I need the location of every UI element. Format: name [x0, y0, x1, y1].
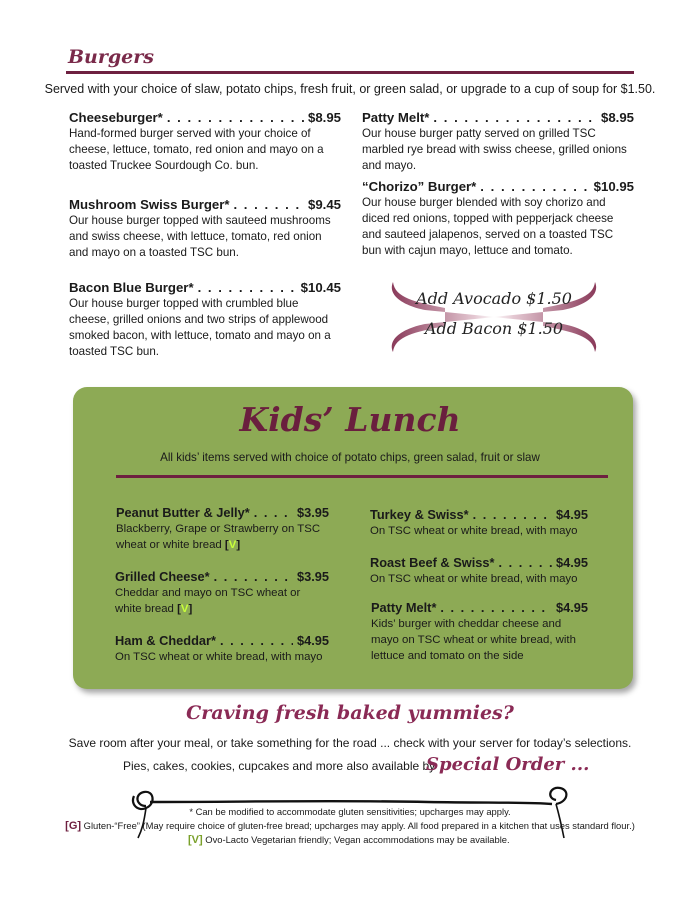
burgers-heading: Burgers [68, 46, 154, 68]
menu-item-cheeseburger [69, 109, 341, 174]
special-order-label: Special Order ... [426, 754, 590, 775]
item-price: $4.95 [555, 600, 588, 615]
kids-subtitle: All kids’ items served with choice of potato chips, green salad, fruit or slaw [160, 451, 540, 464]
item-description: Our house burger topped with sauteed mushrooms and swiss cheese, with lettuce, tomato, red onion and mayo on a toasted TSC bun. [69, 214, 331, 259]
item-description: On TSC wheat or white bread, with mayo [115, 651, 323, 663]
item-name: Patty Melt* [371, 600, 437, 615]
item-price: $3.95 [296, 569, 329, 584]
item-description: Kids’ burger with cheddar cheese and mayo on TSC wheat or white bread, with lettuce and tomato on the side [371, 618, 576, 662]
menu-item-bacon-blue-burger [69, 279, 341, 360]
kids-divider [116, 475, 608, 478]
kids-item-ham-cheddar [115, 632, 329, 665]
item-description: Our house burger topped with crumbled blue cheese, grilled onions and two strips of applewood smoked bacon, with lettuce, tomato and mayo on a toasted TSC bun. [69, 297, 331, 358]
note-gluten-free: [G] Gluten-“Free” (May require choice of gluten-free bread; upcharges may apply. All food prepared in a kitchen that uses standard flour.) [65, 820, 635, 832]
item-description: Blackberry, Grape or Strawberry on TSC wheat or white bread [V] [116, 523, 321, 551]
item-name: Grilled Cheese* [115, 569, 210, 584]
item-name: “Chorizo” Burger* [362, 179, 477, 194]
gluten-free-tag: [G] [65, 820, 82, 832]
leader-dots [433, 109, 597, 126]
item-description: On TSC wheat or white bread, with mayo [370, 573, 578, 585]
bakery-text: Save room after your meal, or take something for the road ... check with your server for today’s selections. [68, 736, 632, 750]
item-price: $8.95 [600, 110, 634, 125]
item-description: Our house burger patty served on grilled TSC marbled rye bread with swiss cheese, grilled onions and mayo. [362, 127, 627, 172]
item-name: Bacon Blue Burger* [69, 280, 194, 295]
burgers-divider [66, 71, 634, 74]
item-name: Ham & Cheddar* [115, 633, 216, 648]
item-name: Mushroom Swiss Burger* [69, 197, 230, 212]
leader-dots [254, 504, 293, 521]
kids-item-turkey-swiss [370, 506, 588, 539]
addons-banner [385, 276, 603, 358]
leader-dots [440, 599, 552, 616]
menu-item-chorizo-burger [362, 178, 634, 259]
vegetarian-tag: [V] [188, 834, 203, 846]
item-price: $4.95 [555, 555, 588, 570]
item-description: Cheddar and mayo on TSC wheat or white bread [V] [115, 587, 301, 615]
item-price: $10.45 [300, 280, 341, 295]
item-price: $9.45 [307, 197, 341, 212]
kids-item-grilled-cheese [115, 568, 329, 617]
burgers-subtitle: Served with your choice of slaw, potato chips, fresh fruit, or green salad, or upgrade to a cup of soup for $1.50. [44, 82, 656, 96]
kids-item-patty-melt [371, 599, 588, 664]
item-name: Turkey & Swiss* [370, 507, 469, 522]
leader-dots [233, 196, 304, 213]
leader-dots [480, 178, 589, 195]
addon-bacon: Add Bacon $1.50 [424, 319, 564, 338]
item-name: Peanut Butter & Jelly* [116, 505, 250, 520]
item-price: $10.95 [593, 179, 634, 194]
leader-dots [498, 554, 552, 571]
menu-item-mushroom-swiss-burger [69, 196, 341, 261]
kids-heading: Kids’ Lunch [239, 400, 461, 439]
leader-dots [220, 632, 293, 649]
leader-dots [473, 506, 552, 523]
bakery-special-order-text: Pies, cakes, cookies, cupcakes and more also available by [123, 759, 436, 773]
item-price: $4.95 [296, 633, 329, 648]
item-name: Patty Melt* [362, 110, 430, 125]
item-description: On TSC wheat or white bread, with mayo [370, 525, 578, 537]
addon-avocado: Add Avocado $1.50 [416, 289, 572, 308]
item-price: $4.95 [555, 507, 588, 522]
vegetarian-tag: [V] [224, 539, 241, 551]
vegetarian-tag: [V] [177, 603, 193, 615]
kids-item-roast-beef-swiss [370, 554, 588, 587]
item-price: $3.95 [296, 505, 329, 520]
leader-dots [198, 279, 297, 296]
item-name: Cheeseburger* [69, 110, 163, 125]
item-price: $8.95 [307, 110, 341, 125]
leader-dots [167, 109, 304, 126]
item-description: Hand-formed burger served with your choice of cheese, lettuce, tomato, red onion and mayo on a toasted Truckee Sourdough Co. bun. [69, 127, 324, 172]
bakery-headline: Craving fresh baked yummies? [186, 702, 514, 724]
leader-dots [214, 568, 293, 585]
note-vegetarian: [V] Ovo-Lacto Vegetarian friendly; Vegan accommodations may be available. [188, 834, 510, 846]
note-gluten-modifiable: * Can be modified to accommodate gluten sensitivities; upcharges may apply. [189, 806, 511, 817]
kids-item-pbj [116, 504, 329, 553]
item-name: Roast Beef & Swiss* [370, 555, 495, 570]
menu-item-patty-melt [362, 109, 634, 174]
item-description: Our house burger blended with soy chorizo and diced red onions, topped with pepperjack cheese and sauteed jalapenos, served on a toasted TSC bun with cajun mayo, lettuce and tomato. [362, 196, 614, 257]
